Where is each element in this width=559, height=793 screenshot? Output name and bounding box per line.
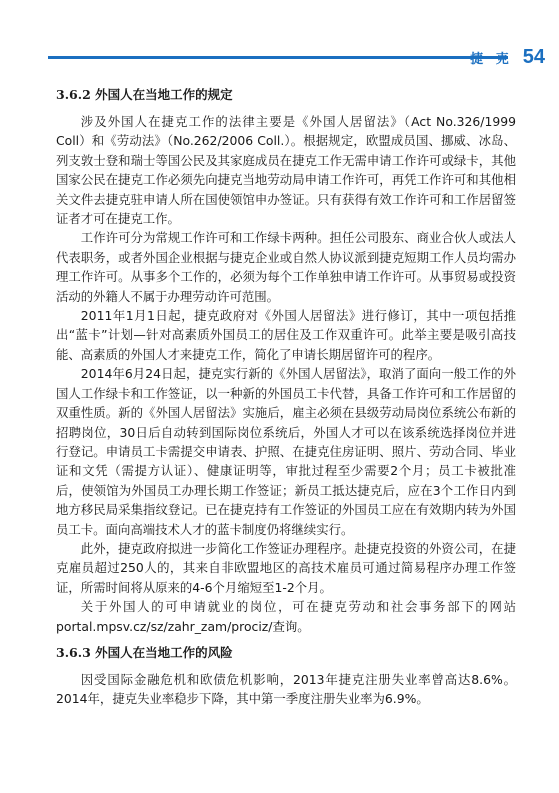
paragraph: 此外，捷克政府拟进一步简化工作签证办理程序。赴捷克投资的外资公司，在捷克雇员超过250人的，其来自非欧盟地区的高技术雇员可通过简易程序办理工作签证，所需时间将从原来的4-6个月缩短至1-2个月。	[56, 540, 516, 595]
page-body	[56, 86, 516, 709]
paragraph: 涉及外国人在捷克工作的法律主要是《外国人居留法》（Act No.326/1999 Coll）和《劳动法》（No.262/2006 Coll.）。根据规定，欧盟成员国、挪威、冰岛、列支敦士登和瑞士等国公民及其家庭成员在捷克工作无需申请工作许可或绿卡，其他国家公民在捷克工作必须先向捷克当地劳动局申请工作许可，再凭工作许可和其他相关文件去捷克驻申请人所在国使领馆申办签证。只有获得有效工作许可和工作居留签证者才可在捷克工作。	[56, 114, 516, 227]
paragraph: 关于外国人的可申请就业的岗位，可在捷克劳动和社会事务部下的网站portal.mpsv.cz/sz/zahr_zam/prociz/查询。	[56, 599, 516, 634]
paragraph: 2011年1月1日起，捷克政府对《外国人居留法》进行修订，其中一项包括推出“蓝卡”计划—针对高素质外国员工的居住及工作双重许可。此举主要是吸引高技能、高素质的外国人才来捷克工作，简化了申请长期居留许可的程序。	[56, 308, 516, 362]
header-rule	[48, 56, 508, 59]
section-title-3-6-2: 3.6.2 外国人在当地工作的规定	[56, 87, 233, 102]
paragraph: 2014年6月24日起，捷克实行新的《外国人居留法》，取消了面向一般工作的外国人工作绿卡和工作签证，以一种新的外国员工卡代替，具备工作许可和工作居留的双重性质。新的《外国人居留法》实施后，雇主必须在县级劳动局岗位系统公布新的招聘岗位，30日后自动转到国际岗位系统后，外国人才可以在该系统选择岗位并进行登记。申请员工卡需提交申请表、护照、在捷克住房证明、照片、劳动合同、毕业证和文凭（需提方认证）、健康证明等，审批过程至少需要2个月；员工卡被批准后，使领馆为外国员工办理长期工作签证；新员工抵达捷克后，应在3个工作日内到地方移民局采集指纹登记。已在捷克持有工作签证的外国员工应在有效期内转为外国员工卡。面向高端技术人才的蓝卡制度仍将继续实行。	[56, 366, 516, 537]
page-number: 54	[522, 46, 545, 68]
section-title-3-6-3: 3.6.3 外国人在当地工作的风险	[56, 644, 233, 660]
header-country-label: 捷 克	[470, 52, 513, 67]
page-header	[470, 46, 545, 69]
paragraph: 工作许可分为常规工作许可和工作绿卡两种。担任公司股东、商业合伙人或法人代表职务，或者外国企业根据与捷克企业或自然人协议派到捷克短期工作人员均需办理工作许可。从事多个工作的，必须为每个工作单独申请工作许可。从事贸易或投资活动的外籍人不属于办理劳动许可范围。	[56, 230, 516, 304]
paragraph: 因受国际金融危机和欧债危机影响，2013年捷克注册失业率曾高达8.6%。2014年，捷克失业率稳步下降，其中第一季度注册失业率为6.9%。	[56, 671, 516, 707]
